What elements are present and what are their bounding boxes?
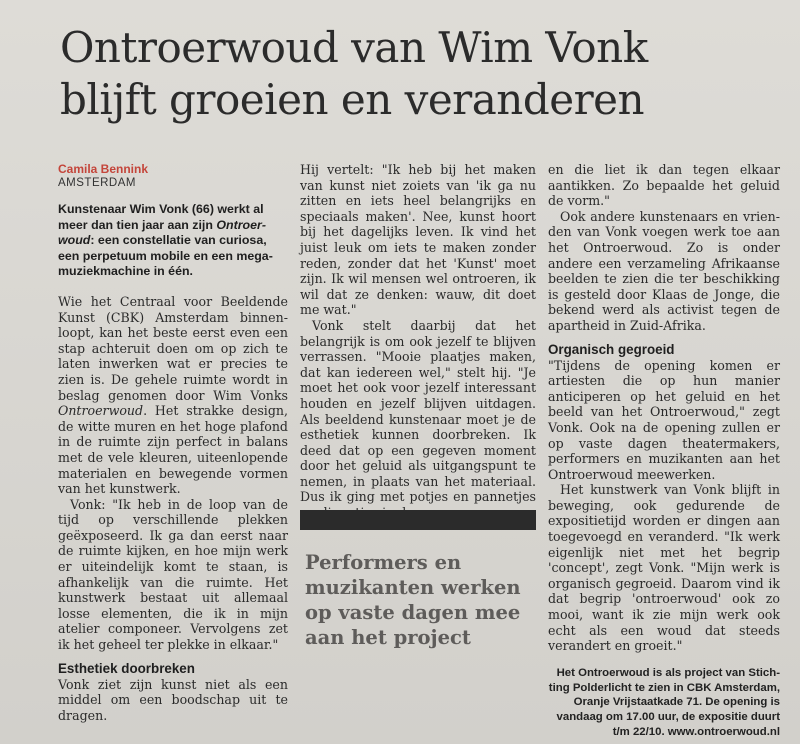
headline xyxy=(60,22,760,126)
body-paragraph: Het kunstwerk van Vonk blijft in beweging, ook gedurende de expositietijd worden er dingen aan toegevoegd en veranderd. "Ik werk eigenlijk niet met het begrip 'concept', zegt Vonk. "Mijn werk is organisch gegroeid. Daarom vind ik dat begrip 'ontroerwoud' ook zo mooi, want ik zie mijn werk ook echt als een woud dat steeds verandert en groeit." xyxy=(548,482,780,654)
subheading-esthetiek: Esthetiek doorbreken xyxy=(58,660,195,676)
headline-line-2: blijft groeien en veranderen xyxy=(60,75,645,124)
body-paragraph: Ook andere kunstenaars en vrienden van Vonk voegen werk toe aan het Ontroerwoud. Zo is onder andere een verzameling Afrikaanse beelden te zien die ter beschikking is gesteld door Klaas de Jonge, die bekend werd als activist tegen de apartheid in Zuid-Afrika. xyxy=(548,208,780,333)
column-1 xyxy=(58,162,288,723)
byline-city: AMSTERDAM xyxy=(58,177,136,189)
pullquote: Performers en muzikanten werken op vaste dagen mee aan het project xyxy=(305,551,521,649)
info-box: Het Ontroerwoud is als project van Stichting Polderlicht te zien in CBK Amsterdam, Oranje Vrijstaatkade 71. De opening is vandaag om 17.00 uur, de expositie duurt t/m 22/10. www.ontroerwoud.nl xyxy=(548,666,780,738)
intro-paragraph xyxy=(58,202,288,280)
body-paragraph: Hij vertelt: "Ik heb bij het maken van kunst niet zoiets van 'ik ga nu zitten en iets heel belangrijks en speciaals maken'. Nee, kunst hoort bij het dagelijks leven. Ik vind het juist leuk om iets te maken zonder reden, zonder dat het 'Kunst' moet zijn. Ik wil mensen wel ontroeren, ik wil dat ze denken: wauw, dit doet me wat." xyxy=(300,162,536,318)
intro-italic: Ontroerwoud xyxy=(58,217,266,248)
body-paragraph: Vonk stelt daarbij dat het belangrijk is om ook jezelf te blijven verrassen. "Mooie plaatjes maken, dat kan iedereen wel," stelt hij. "Je moet het ook voor jezelf interessant houden en jezelf blijven uitdagen. Als beeldend kunstenaar moet je de esthetiek kunnen doorbreken. Ik deed dat op een gegeven moment door het geluid als uitgangspunt te nemen, in plaats van het materiaal. Dus ik ging met potjes en pannetjes xyxy=(300,317,536,505)
intro-text-1: Kunstenaar Wim Vonk (66) werkt al meer dan tien jaar aan zijn xyxy=(58,202,264,232)
body-text: . Het strakke design, de witte muren en het hoge plafond in de ruimte zijn perfect in balans met de vele kleuren, uiteenlopende materialen en bewegende vormen van het kunstwerk. xyxy=(58,403,288,497)
body-paragraph: "Tijdens de opening komen er artiesten die op hun manier anticiperen op het geluid en het beeld van het Ontroerwoud," zegt Vonk. Ook na de opening zullen er op vaste dagen theatermakers, performers en muzikanten aan het Ontroerwoud meewerken. xyxy=(548,357,780,482)
body-paragraph: Vonk: "Ik heb in de loop van de tijd op verschillende plekken geëxposeerd. Ik ga dan eerst naar de ruimte kijken, en hoe mijn werk er uiteindelijk komt te staan, is afhankelijk van die ruimte. Het kunstwerk bestaat uit allemaal losse elementen, die ik in mijn atelier componeer. Vervolgens zet ik het geheel ter plekke in elkaar." xyxy=(58,496,288,653)
body-paragraph xyxy=(58,294,288,497)
pullquote-bar xyxy=(300,510,536,530)
body-text: Wie het Centraal voor Beeldende Kunst (CBK) Amsterdam binnenloopt, kan het beste eerst even een stap achteruit doen om op zich te laten inwerken wat er precies te zien is. De gehele ruimte wordt in beslag genomen door Wim Vonks xyxy=(58,293,288,403)
subheading-organisch: Organisch gegroeid xyxy=(548,341,675,357)
body-paragraph: Vonk ziet zijn kunst niet als een middel om een boodschap uit te dragen. xyxy=(58,676,288,723)
headline-line-1: Ontroerwoud van Wim Vonk xyxy=(60,23,648,72)
body-italic: Ontroerwoud xyxy=(58,403,144,419)
column-3 xyxy=(548,162,780,740)
byline-author: Camila Bennink xyxy=(58,162,149,176)
intro-text-2: : een constellatie van curiosa, een perpetuum mobile en een megamuziekmachine in één. xyxy=(58,233,273,279)
column-2 xyxy=(300,162,536,521)
body-paragraph: en die liet ik dan tegen elkaar aantikken. Zo bepaalde het geluid de vorm." xyxy=(548,162,780,209)
